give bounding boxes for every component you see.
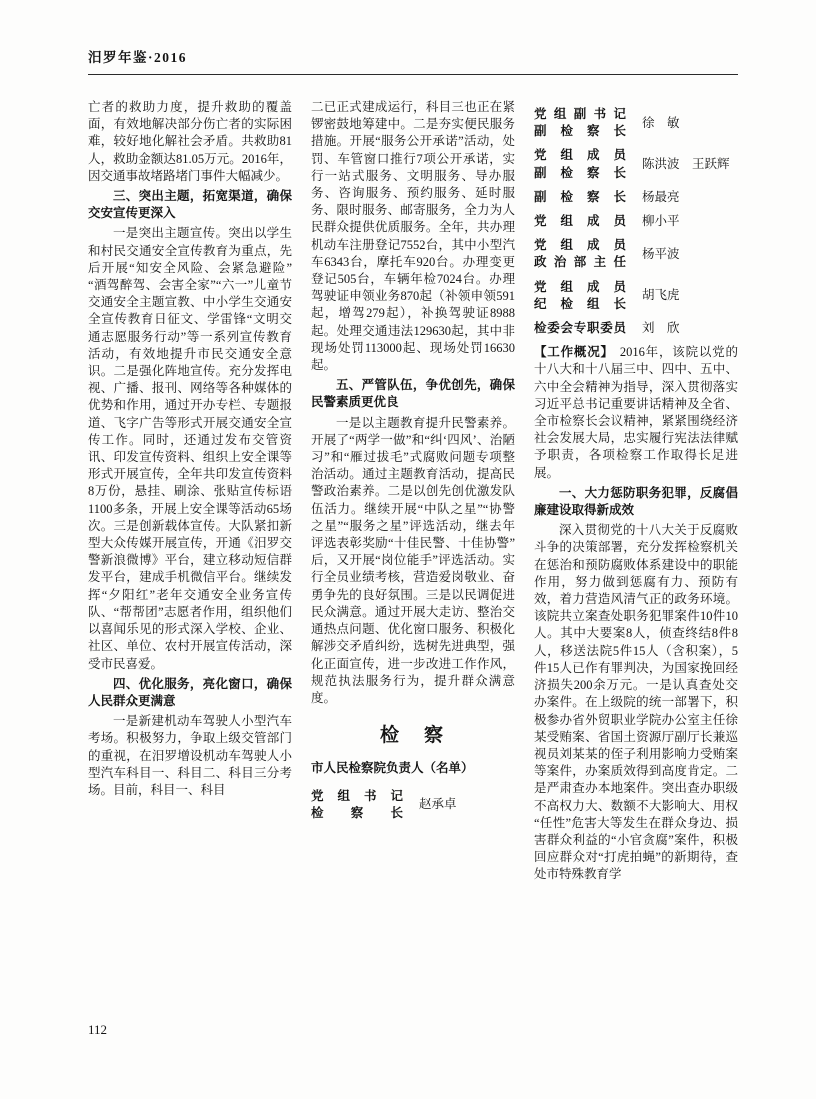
- official-title: 检委会专职委员: [534, 321, 626, 336]
- official-name: 胡飞虎: [642, 288, 680, 303]
- overview-label: 【工作概况】: [534, 345, 614, 360]
- column-right: [534, 99, 738, 884]
- official-name: 杨平波: [642, 246, 680, 261]
- paragraph: 二已正式建成运行，科目三也正在紧锣密鼓地筹建中。二是夯实便民服务措施。开展“服务公开承诺”活动，处罚、车管窗口推行7项公开承诺，实行一站式服务、文明服务、导办服务、咨询服务、预约服务、延时服务、限时服务、邮寄服务，全力为人民群众提供优质服务。全年，共办理机动车注册登记7552台，其中小型汽车6343台，摩托车920台。办理变更登记505台，车辆年检7024台。办理驾驶证申领业务870起（补领申领591起，增驾279起），补换驾驶证8988起。处理交通违法129630起，其中非现场处罚113000起、现场处罚16630起。: [311, 100, 515, 373]
- header-rule: [88, 74, 738, 75]
- page-header: 汨罗年鉴·2016: [88, 50, 188, 65]
- official-title: 党组书记: [311, 788, 403, 803]
- section-title: 检 察: [379, 725, 446, 747]
- official-title: 党组成员: [534, 279, 626, 294]
- official-entry: [534, 237, 738, 271]
- official-titles: [534, 189, 626, 206]
- page-number: 112: [88, 1022, 108, 1037]
- official-name: 杨最亮: [642, 189, 680, 204]
- official-titles: [534, 106, 626, 140]
- paragraph: 一是以主题教育提升民警素养。开展了“两学一做”和“纠‘四风’、治陋习”和“雁过拔毛”式腐败问题专项整治活动。通过主题教育活动，提高民警政治素养。二是以创先创优激发队伍活力。继续开展“中队之星”“协警之星”“服务之星”评选活动，继去年评选表彰奖励“十佳民警、十佳协警”后，又开展“岗位能手”评选活动。实行全员业绩考核，营造爱岗敬业、奋勇争先的良好氛围。三是以民调促进民众满意。通过开展大走访、整治交通热点问题、优化窗口服务、积极化解涉交矛盾纠纷，选树先进典型，强化正面宣传，进一步改进工作作风，规范执法服务行为，提升群众满意度。: [311, 415, 515, 705]
- official-entry: [534, 213, 738, 230]
- subsection-heading: 三、突出主题，拓宽渠道，确保交安宣传更深入: [88, 189, 292, 221]
- official-title: 党组成员: [534, 238, 626, 253]
- roster-heading: 市人民检察院负责人（名单）: [311, 761, 474, 776]
- official-titles: [534, 213, 626, 230]
- official-title: 党组成员: [534, 214, 626, 229]
- official-title: 党组副书记: [534, 107, 626, 121]
- overview-paragraph: [534, 344, 738, 482]
- subsection-heading: 五、严管队伍，争优创先，确保民警素质更优良: [311, 378, 515, 410]
- official-titles: [534, 147, 626, 181]
- official-title: 检察长: [311, 805, 403, 820]
- official-name: 刘 欣: [642, 321, 680, 336]
- column-middle: [311, 99, 515, 884]
- official-name: 陈洪波 王跃辉: [642, 157, 730, 171]
- official-titles: [534, 237, 626, 271]
- text-columns: [88, 99, 738, 884]
- official-name: 徐 敏: [642, 115, 680, 130]
- official-titles: [534, 320, 626, 337]
- official-titles: [311, 788, 403, 822]
- official-title: 副检察长: [534, 189, 626, 204]
- paragraph: 深入贯彻党的十八大关于反腐败斗争的决策部署，充分发挥检察机关在惩治和预防腐败体系建设中的职能作用，努力做到惩腐有力、预防有效，着力营造风清气正的政务环境。该院共立案查处职务犯罪案件10件10人。其中大要案8人，侦查终结8件8人，移送法院5件15人（含积案），5件15人已作有罪判决，为国家挽回经济损失200余万元。一是认真查处交办案件。在上级院的统一部署下，积极参办省外贸职业学院办公室主任徐某受贿案、省国土资源厅副厅长兼巡视员刘某某的侄子利用影响力受贿案等案件，办案质效得到高度肯定。二是严肃查办本地案件。突出查办职级不高权力大、数额不大影响大、用权“任性”危害大等发生在群众身边、损害群众利益的“小官贪腐”案件，积极回应群众对“打虎拍蝇”的新期待，查处市特殊教育学: [534, 523, 738, 882]
- official-title: 党组成员: [534, 148, 626, 163]
- official-title: 纪检组长: [534, 296, 626, 311]
- paragraph: 一是新建机动车驾驶人小型汽车考场。积极努力，争取上级交管部门的重视，在汨罗增设机动车驾驶人小型汽车科目一、科目二、科目三分考场。目前，科目一、科目: [88, 714, 292, 797]
- subsection-heading: 四、优化服务，亮化窗口，确保人民群众更满意: [88, 676, 292, 708]
- official-entry: [534, 320, 738, 337]
- official-entry: [534, 279, 738, 313]
- official-entry: [534, 189, 738, 206]
- official-entry: [311, 788, 515, 822]
- official-name: 赵承卓: [419, 797, 457, 812]
- overview-text: 2016年，该院以党的十八大和十八届三中、四中、五中、六中全会精神为指导，深入贯彻落实习近平总书记重要讲话精神及全省、全市检察长会议精神，紧紧围绕经济社会发展大局，忠实履行宪法法律赋予职责，各项检察工作取得长足进展。: [534, 345, 738, 480]
- official-title: 副检察长: [534, 124, 626, 139]
- official-name: 柳小平: [642, 214, 680, 229]
- official-entry: [534, 106, 738, 140]
- paragraph: 一是突出主题宣传。突出以学生和村民交通安全宣传教育为重点，先后开展“知安全风险、会紧急避险”“酒驾醉驾、会害全家”“六一”儿童节交通安全主题宣教、中小学生交通安全宣传教育日征文、学雷锋“文明交通志愿服务行动”等一系列宣传教育活动，有效地提升市民交通安全意识。二是强化阵地宣传。充分发挥电视、广播、报刊、网络等各种媒体的优势和作用，通过开办专栏、专题报道、飞字广告等形式开展交通安全宣传工作。同时，还通过发布交管资讯、印发宣传资料、组织上安全课等形式开展宣传，全年共印发宣传资料8万份，悬挂、刷涂、张贴宣传标语1100多条，开展上安全课等活动65场次。三是创新载体宣传。大队紧扣新型大众传媒开展宣传，开通《汨罗交警新浪微博》平台，建立移动短信群发平台，建成手机微信平台。继续发挥“夕阳红”老年交通安全业务宣传队、“帮帮团”志愿者作用，组织他们以喜闻乐见的形式深入学校、企业、社区、单位、农村开展宣传活动，深受市民喜爱。: [88, 226, 292, 671]
- subsection-heading: 一、大力惩防职务犯罪，反腐倡廉建设取得新成效: [534, 485, 738, 518]
- paragraph: 亡者的救助力度，提升救助的覆盖面，有效地解决部分伤亡者的实际困难，较好地化解社会矛盾。共救助81人，救助金额达81.05万元。2016年，因交通事故堵路堵门事件大幅减少。: [88, 100, 292, 183]
- column-left: [88, 99, 292, 884]
- official-titles: [534, 279, 626, 313]
- yearbook-page: [88, 46, 738, 884]
- official-title: 政治部主任: [534, 255, 626, 270]
- official-title: 副检察长: [534, 165, 626, 180]
- official-entry: [534, 147, 738, 181]
